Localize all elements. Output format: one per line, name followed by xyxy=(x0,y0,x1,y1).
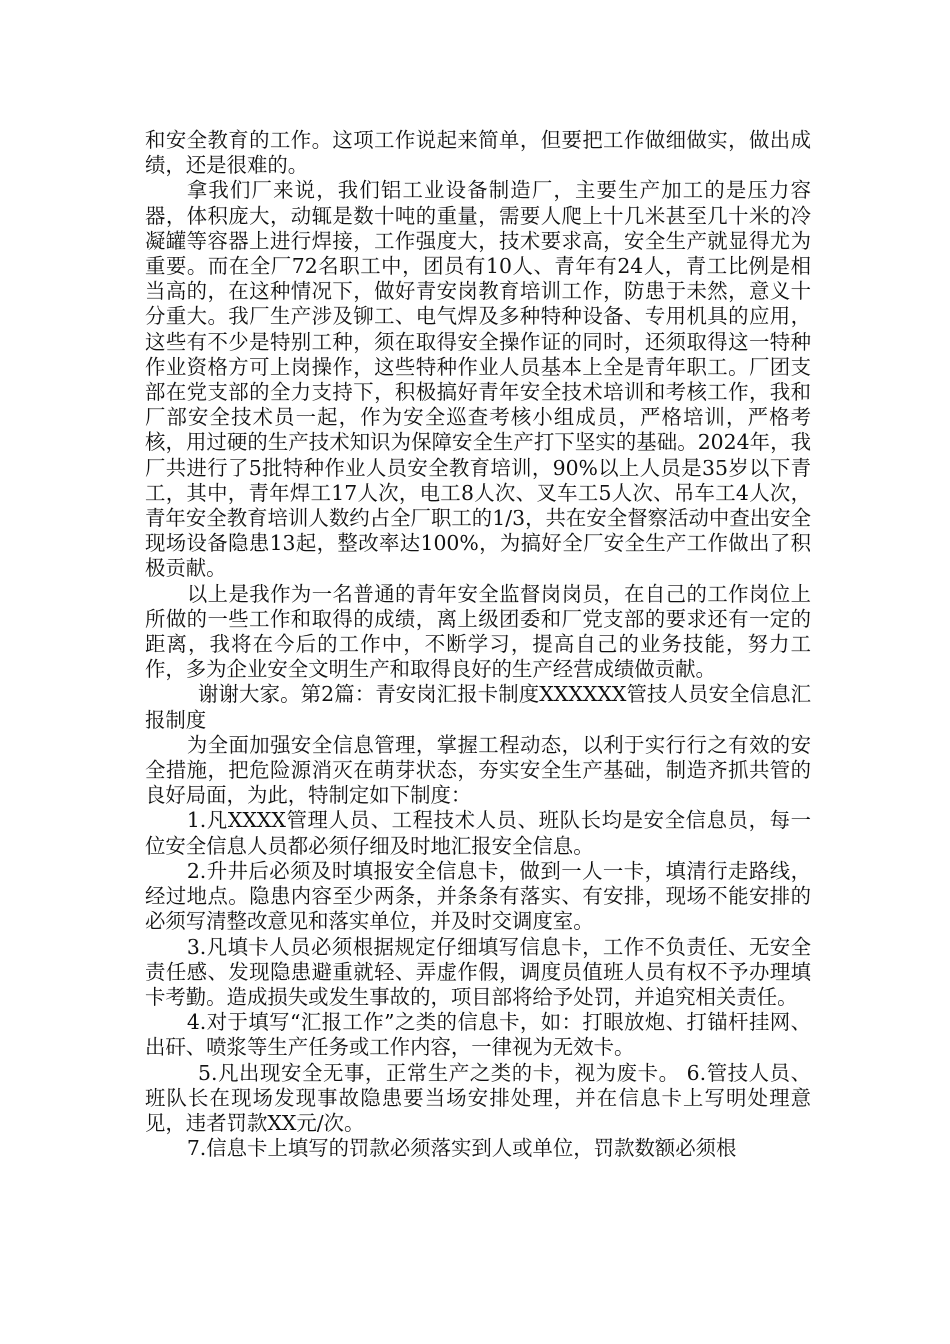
paragraph-factory-overview: 拿我们厂来说，我们铝工业设备制造厂，主要生产加工的是压力容器，体积庞大，动辄是数十吨的重量，需要人爬上十几米甚至几十米的冷凝罐等容器上进行焊接，工作强度大，技术要求高，安全生产就显得尤为重要。而在全厂72名职工中，团员有10人、青年有24人，青工比例是相当高的，在这种情况下，做好青安岗教育培训工作，防患于未然，意义十分重大。我厂生产涉及铆工、电气焊及多种特种设备、专用机具的应用，这些有不少是特别工种，须在取得安全操作证的同时，还须取得这一特种作业资格方可上岗操作，这些特种作业人员基本上全是青年职工。厂团支部在党支部的全力支持下，积极搞好青年安全技术培训和考核工作，我和厂部安全技术员一起，作为安全巡查考核小组成员，严格培训，严格考核，用过硬的生产技术知识为保障安全生产打下坚实的基础。2024年，我厂共进行了5批特种作业人员安全教育培训，90%以上人员是35岁以下青工，其中，青年焊工17人次，电工8人次、叉车工5人次、吊车工4人次，青年安全教育培训人数约占全厂职工的1/3，共在安全督察活动中查出安全现场设备隐患13起，整改率达100%，为搞好全厂安全生产工作做出了积极贡献。 xyxy=(145,178,811,581)
rule-item-2: 2.升井后必须及时填报安全信息卡，做到一人一卡，填清行走路线，经过地点。隐患内容至少两条，并条条有落实、有安排，现场不能安排的必须写清整改意见和落实单位，并及时交调度室。 xyxy=(145,858,811,934)
paragraph-intro-continuation: 和安全教育的工作。这项工作说起来简单，但要把工作做细做实，做出成绩，还是很难的。 xyxy=(145,128,811,178)
paragraph-summary: 以上是我作为一名普通的青年安全监督岗岗员，在自己的工作岗位上所做的一些工作和取得的成绩，离上级团委和厂党支部的要求还有一定的距离，我将在今后的工作中，不断学习，提高自己的业务技能，努力工作，多为企业安全文明生产和取得良好的生产经营成绩做贡献。 xyxy=(145,581,811,682)
rule-item-5-6: 5.凡出现安全无事，正常生产之类的卡，视为废卡。 6.管技人员、班队长在现场发现事故隐患要当场安排处理，并在信息卡上写明处理意见，违者罚款XX元/次。 xyxy=(145,1060,811,1135)
rule-item-4: 4.对于填写“汇报工作”之类的信息卡，如：打眼放炮、打锚杆挂网、出矸、喷浆等生产任务或工作内容，一律视为无效卡。 xyxy=(145,1010,811,1060)
document-page xyxy=(145,128,811,1161)
section-heading-report-card-system: 谢谢大家。第2篇：青安岗汇报卡制度XXXXXX管技人员安全信息汇报制度 xyxy=(145,682,811,732)
rule-item-3: 3.凡填卡人员必须根据规定仔细填写信息卡，工作不负责任、无安全责任感、发现隐患避重就轻、弄虚作假，调度员值班人员有权不予办理填卡考勤。造成损失或发生事故的，项目部将给予处罚，并追究相关责任。 xyxy=(145,934,811,1009)
paragraph-purpose: 为全面加强安全信息管理，掌握工程动态，以利于实行行之有效的安全措施，把危险源消灭在萌芽状态，夯实安全生产基础，制造齐抓共管的良好局面，为此，特制定如下制度： xyxy=(145,732,811,808)
rule-item-1: 1.凡XXXX管理人员、工程技术人员、班队长均是安全信息员，每一位安全信息人员都必须仔细及时地汇报安全信息。 xyxy=(145,808,811,858)
rule-item-7: 7.信息卡上填写的罚款必须落实到人或单位，罚款数额必须根 xyxy=(186,1136,737,1161)
